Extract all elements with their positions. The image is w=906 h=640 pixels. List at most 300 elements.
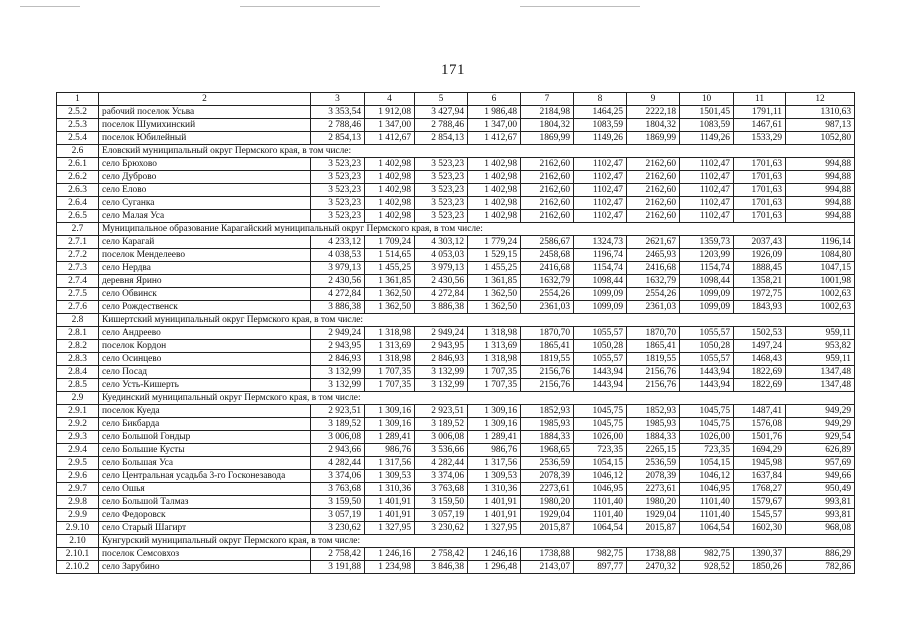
section-title-cell: Куединский муниципальный округ Пермского края, в том числе:: [99, 392, 855, 405]
settlement-name-cell: село Центральная усадьба 3-го Госконезавода: [99, 470, 311, 483]
value-cell: 1 327,95: [468, 522, 521, 535]
table-row: [57, 470, 855, 483]
table-row: [57, 119, 855, 132]
value-cell: 1102,47: [574, 158, 627, 171]
value-cell: 1843,93: [734, 301, 786, 314]
value-cell: 1 309,53: [365, 470, 415, 483]
section-row: [57, 314, 855, 327]
settlement-name-cell: село Малая Уса: [99, 210, 311, 223]
value-cell: 3 523,23: [311, 184, 365, 197]
value-cell: 1055,57: [680, 327, 734, 340]
value-cell: 2586,67: [521, 236, 574, 249]
value-cell: 2536,59: [521, 457, 574, 470]
value-cell: 1694,29: [734, 444, 786, 457]
value-cell: 2 923,51: [311, 405, 365, 418]
value-cell: 1046,95: [574, 483, 627, 496]
value-cell: 1102,47: [574, 210, 627, 223]
value-cell: 1 313,69: [365, 340, 415, 353]
settlement-name-cell: село Нердва: [99, 262, 311, 275]
settlement-name-cell: поселок Менделеево: [99, 249, 311, 262]
value-cell: 1 455,25: [365, 262, 415, 275]
value-cell: 2621,67: [627, 236, 680, 249]
value-cell: 2162,60: [627, 210, 680, 223]
value-cell: 1487,41: [734, 405, 786, 418]
section-title-cell: Кишертский муниципальный округ Пермского края, в том числе:: [99, 314, 855, 327]
value-cell: 2 854,13: [311, 132, 365, 145]
settlement-name-cell: деревня Ярино: [99, 275, 311, 288]
value-cell: 1055,57: [574, 327, 627, 340]
value-cell: 3 846,38: [415, 561, 468, 574]
value-cell: 1852,93: [521, 405, 574, 418]
value-cell: 3 886,38: [415, 301, 468, 314]
value-cell: 1804,32: [627, 119, 680, 132]
value-cell: 1 309,16: [468, 405, 521, 418]
value-cell: 1203,99: [680, 249, 734, 262]
table-row: [57, 483, 855, 496]
value-cell: 1001,98: [786, 275, 855, 288]
value-cell: 3 523,23: [311, 171, 365, 184]
column-number-cell: 2: [99, 93, 311, 106]
value-cell: 1358,21: [734, 275, 786, 288]
value-cell: 1637,84: [734, 470, 786, 483]
value-cell: 1154,74: [574, 262, 627, 275]
column-number-cell: 5: [415, 93, 468, 106]
table-row: [57, 418, 855, 431]
value-cell: 986,76: [468, 444, 521, 457]
row-code-cell: 2.7.4: [57, 275, 99, 288]
value-cell: 3 191,88: [311, 561, 365, 574]
value-cell: 1099,09: [680, 288, 734, 301]
settlement-name-cell: село Дуброво: [99, 171, 311, 184]
value-cell: 2265,15: [627, 444, 680, 457]
value-cell: 950,49: [786, 483, 855, 496]
value-cell: 1929,04: [521, 509, 574, 522]
value-cell: 2465,93: [627, 249, 680, 262]
value-cell: 3 132,99: [311, 379, 365, 392]
value-cell: 3 159,50: [415, 496, 468, 509]
row-code-cell: 2.10.2: [57, 561, 99, 574]
value-cell: 1968,65: [521, 444, 574, 457]
value-cell: 959,11: [786, 327, 855, 340]
row-code-cell: 2.7.5: [57, 288, 99, 301]
value-cell: 1083,59: [680, 119, 734, 132]
value-cell: 1819,55: [521, 353, 574, 366]
value-cell: 3 006,08: [415, 431, 468, 444]
value-cell: 3 230,62: [311, 522, 365, 535]
value-cell: 1701,63: [734, 210, 786, 223]
value-cell: 2416,68: [521, 262, 574, 275]
value-cell: 1045,75: [680, 405, 734, 418]
row-code-cell: 2.6.4: [57, 197, 99, 210]
value-cell: 994,88: [786, 171, 855, 184]
value-cell: 1852,93: [627, 405, 680, 418]
settlement-name-cell: село Карагай: [99, 236, 311, 249]
value-cell: 2470,32: [627, 561, 680, 574]
column-number-cell: 1: [57, 93, 99, 106]
table-row: [57, 379, 855, 392]
value-cell: 1054,15: [680, 457, 734, 470]
table-row: [57, 561, 855, 574]
value-cell: 2037,43: [734, 236, 786, 249]
value-cell: 2273,61: [627, 483, 680, 496]
value-cell: 1026,00: [680, 431, 734, 444]
section-row: [57, 392, 855, 405]
value-cell: 1196,74: [574, 249, 627, 262]
table-row: [57, 132, 855, 145]
value-cell: 1 402,98: [468, 210, 521, 223]
value-cell: 1 401,91: [468, 509, 521, 522]
settlement-name-cell: поселок Кордон: [99, 340, 311, 353]
value-cell: 4 282,44: [311, 457, 365, 470]
value-cell: 2162,60: [627, 158, 680, 171]
value-cell: 1738,88: [627, 548, 680, 561]
value-cell: 2156,76: [521, 366, 574, 379]
value-cell: 1869,99: [627, 132, 680, 145]
value-cell: 2015,87: [627, 522, 680, 535]
value-cell: 782,86: [786, 561, 855, 574]
value-cell: 1 246,16: [365, 548, 415, 561]
value-cell: 2416,68: [627, 262, 680, 275]
top-edge-mark: [240, 6, 380, 7]
table-row: [57, 184, 855, 197]
value-cell: 886,29: [786, 548, 855, 561]
value-cell: 1101,40: [574, 509, 627, 522]
column-number-cell: 6: [468, 93, 521, 106]
value-cell: 2156,76: [627, 366, 680, 379]
value-cell: 1054,15: [574, 457, 627, 470]
value-cell: 3 523,23: [415, 210, 468, 223]
value-cell: 1102,47: [574, 197, 627, 210]
value-cell: 1102,47: [680, 171, 734, 184]
value-cell: 4 303,12: [415, 236, 468, 249]
row-code-cell: 2.7.3: [57, 262, 99, 275]
value-cell: 1 402,98: [468, 171, 521, 184]
value-cell: 2361,03: [521, 301, 574, 314]
value-cell: 1 514,65: [365, 249, 415, 262]
value-cell: 4 272,84: [415, 288, 468, 301]
value-cell: 4 272,84: [311, 288, 365, 301]
table-row: [57, 106, 855, 119]
table-row: [57, 509, 855, 522]
value-cell: 1046,12: [574, 470, 627, 483]
value-cell: 1443,94: [680, 379, 734, 392]
table-row: [57, 431, 855, 444]
value-cell: 3 763,68: [415, 483, 468, 496]
value-cell: 3 523,23: [415, 197, 468, 210]
value-cell: 3 189,52: [415, 418, 468, 431]
table-row: [57, 353, 855, 366]
value-cell: 1 362,50: [365, 301, 415, 314]
value-cell: 1870,70: [521, 327, 574, 340]
value-cell: 1099,09: [574, 301, 627, 314]
value-cell: 928,52: [680, 561, 734, 574]
value-cell: 4 053,03: [415, 249, 468, 262]
table-row: [57, 444, 855, 457]
row-code-cell: 2.5.4: [57, 132, 99, 145]
settlement-name-cell: село Усть-Кишерть: [99, 379, 311, 392]
row-code-cell: 2.7.6: [57, 301, 99, 314]
value-cell: 982,75: [680, 548, 734, 561]
value-cell: 2162,60: [521, 171, 574, 184]
value-cell: 3 132,99: [311, 366, 365, 379]
table-row: [57, 262, 855, 275]
settlement-name-cell: село Андреево: [99, 327, 311, 340]
value-cell: 1 347,00: [468, 119, 521, 132]
value-cell: 1026,00: [574, 431, 627, 444]
row-code-cell: 2.9.8: [57, 496, 99, 509]
row-code-cell: 2.6.2: [57, 171, 99, 184]
table-row: [57, 340, 855, 353]
value-cell: 1064,54: [680, 522, 734, 535]
settlement-name-cell: село Посад: [99, 366, 311, 379]
settlement-name-cell: поселок Юбилейный: [99, 132, 311, 145]
column-number-cell: 7: [521, 93, 574, 106]
value-cell: 1149,26: [680, 132, 734, 145]
section-code-cell: 2.7: [57, 223, 99, 236]
value-cell: 1 402,98: [365, 158, 415, 171]
section-row: [57, 535, 855, 548]
table-row: [57, 249, 855, 262]
value-cell: 1822,69: [734, 379, 786, 392]
value-cell: 1443,94: [680, 366, 734, 379]
value-cell: 1 412,67: [468, 132, 521, 145]
value-cell: 994,88: [786, 210, 855, 223]
value-cell: 3 979,13: [415, 262, 468, 275]
value-cell: 1149,26: [574, 132, 627, 145]
row-code-cell: 2.8.4: [57, 366, 99, 379]
value-cell: 723,35: [574, 444, 627, 457]
value-cell: 1002,63: [786, 288, 855, 301]
value-cell: 949,66: [786, 470, 855, 483]
value-cell: 1102,47: [680, 184, 734, 197]
settlement-name-cell: село Зарубино: [99, 561, 311, 574]
table-row: [57, 288, 855, 301]
value-cell: 1050,28: [680, 340, 734, 353]
top-edge-mark: [520, 6, 640, 7]
value-cell: 2 943,95: [415, 340, 468, 353]
value-cell: 1464,25: [574, 106, 627, 119]
value-cell: 3 374,06: [311, 470, 365, 483]
row-code-cell: 2.9.3: [57, 431, 99, 444]
column-number-cell: 11: [734, 93, 786, 106]
value-cell: 1701,63: [734, 197, 786, 210]
settlement-name-cell: село Большой Гондыр: [99, 431, 311, 444]
value-cell: 897,77: [574, 561, 627, 574]
value-cell: 3 763,68: [311, 483, 365, 496]
table-row: [57, 366, 855, 379]
value-cell: 2273,61: [521, 483, 574, 496]
column-number-cell: 9: [627, 93, 680, 106]
value-cell: 2162,60: [521, 197, 574, 210]
value-cell: 1101,40: [574, 496, 627, 509]
value-cell: 2 846,93: [415, 353, 468, 366]
value-cell: 1865,41: [627, 340, 680, 353]
table-row: [57, 158, 855, 171]
table-body: [57, 93, 855, 574]
value-cell: 1929,04: [627, 509, 680, 522]
value-cell: 1002,63: [786, 301, 855, 314]
settlement-name-cell: село Елово: [99, 184, 311, 197]
value-cell: 1602,30: [734, 522, 786, 535]
tariff-table-sheet: [56, 92, 854, 574]
value-cell: 1865,41: [521, 340, 574, 353]
value-cell: 1822,69: [734, 366, 786, 379]
column-number-cell: 8: [574, 93, 627, 106]
value-cell: 1 402,98: [365, 184, 415, 197]
value-cell: 1791,11: [734, 106, 786, 119]
value-cell: 4 282,44: [415, 457, 468, 470]
value-cell: 4 038,53: [311, 249, 365, 262]
value-cell: 1 246,16: [468, 548, 521, 561]
row-code-cell: 2.8.2: [57, 340, 99, 353]
value-cell: 2 788,46: [311, 119, 365, 132]
value-cell: 1 709,24: [365, 236, 415, 249]
value-cell: 1 707,35: [365, 366, 415, 379]
value-cell: 2184,98: [521, 106, 574, 119]
value-cell: 1888,45: [734, 262, 786, 275]
value-cell: 1 402,98: [365, 210, 415, 223]
settlement-name-cell: село Федоровск: [99, 509, 311, 522]
section-code-cell: 2.8: [57, 314, 99, 327]
value-cell: 1 401,91: [365, 496, 415, 509]
value-cell: 1467,61: [734, 119, 786, 132]
value-cell: 953,82: [786, 340, 855, 353]
value-cell: 3 006,08: [311, 431, 365, 444]
value-cell: 1 310,36: [468, 483, 521, 496]
value-cell: 994,88: [786, 184, 855, 197]
value-cell: 1985,93: [627, 418, 680, 431]
value-cell: 1045,75: [680, 418, 734, 431]
value-cell: 1 402,98: [468, 184, 521, 197]
value-cell: 2458,68: [521, 249, 574, 262]
value-cell: 1545,57: [734, 509, 786, 522]
value-cell: 3 979,13: [311, 262, 365, 275]
settlement-name-cell: село Суганка: [99, 197, 311, 210]
value-cell: 2 758,42: [311, 548, 365, 561]
table-row: [57, 197, 855, 210]
value-cell: 2 943,66: [311, 444, 365, 457]
value-cell: 1102,47: [680, 197, 734, 210]
row-code-cell: 2.9.6: [57, 470, 99, 483]
value-cell: 1972,75: [734, 288, 786, 301]
value-cell: 1 401,91: [468, 496, 521, 509]
section-title-cell: Муниципальное образование Карагайский муниципальный округ Пермского края, в том числе:: [99, 223, 855, 236]
settlement-name-cell: село Старый Шагирт: [99, 522, 311, 535]
row-code-cell: 2.8.5: [57, 379, 99, 392]
value-cell: 1701,63: [734, 184, 786, 197]
value-cell: 1 361,85: [468, 275, 521, 288]
row-code-cell: 2.6.1: [57, 158, 99, 171]
value-cell: 1884,33: [627, 431, 680, 444]
value-cell: 3 523,23: [415, 158, 468, 171]
value-cell: 982,75: [574, 548, 627, 561]
value-cell: 1819,55: [627, 353, 680, 366]
table-row: [57, 522, 855, 535]
value-cell: 2 949,24: [415, 327, 468, 340]
value-cell: 2 923,51: [415, 405, 468, 418]
table-row: [57, 405, 855, 418]
value-cell: 2 949,24: [311, 327, 365, 340]
row-code-cell: 2.6.5: [57, 210, 99, 223]
value-cell: 1701,63: [734, 171, 786, 184]
value-cell: 949,29: [786, 405, 855, 418]
value-cell: 1046,95: [680, 483, 734, 496]
value-cell: 1102,47: [574, 171, 627, 184]
value-cell: 2156,76: [521, 379, 574, 392]
value-cell: 1347,48: [786, 366, 855, 379]
value-cell: 2 846,93: [311, 353, 365, 366]
value-cell: 1046,12: [680, 470, 734, 483]
settlement-name-cell: село Брюхово: [99, 158, 311, 171]
value-cell: 1099,09: [680, 301, 734, 314]
value-cell: 1359,73: [680, 236, 734, 249]
row-code-cell: 2.9.7: [57, 483, 99, 496]
value-cell: 1055,57: [574, 353, 627, 366]
value-cell: 1 313,69: [468, 340, 521, 353]
value-cell: 1502,53: [734, 327, 786, 340]
value-cell: 1102,47: [680, 158, 734, 171]
value-cell: 1154,74: [680, 262, 734, 275]
row-code-cell: 2.9.4: [57, 444, 99, 457]
column-number-cell: 4: [365, 93, 415, 106]
value-cell: 3 523,23: [311, 210, 365, 223]
value-cell: 1098,44: [680, 275, 734, 288]
value-cell: 1 310,36: [365, 483, 415, 496]
value-cell: 2222,18: [627, 106, 680, 119]
value-cell: 1390,37: [734, 548, 786, 561]
value-cell: 1 412,67: [365, 132, 415, 145]
table-row: [57, 236, 855, 249]
table-row: [57, 301, 855, 314]
value-cell: 1 455,25: [468, 262, 521, 275]
value-cell: 994,88: [786, 158, 855, 171]
row-code-cell: 2.9.5: [57, 457, 99, 470]
value-cell: 1869,99: [521, 132, 574, 145]
table-row: [57, 275, 855, 288]
value-cell: 1050,28: [574, 340, 627, 353]
value-cell: 1052,80: [786, 132, 855, 145]
value-cell: 1196,14: [786, 236, 855, 249]
settlement-name-cell: село Большая Уса: [99, 457, 311, 470]
settlement-name-cell: поселок Шумихинский: [99, 119, 311, 132]
row-code-cell: 2.5.2: [57, 106, 99, 119]
value-cell: 1 402,98: [468, 197, 521, 210]
row-code-cell: 2.9.10: [57, 522, 99, 535]
settlement-name-cell: поселок Семсовхоз: [99, 548, 311, 561]
value-cell: 2162,60: [627, 197, 680, 210]
tariff-table: [56, 92, 855, 574]
value-cell: 986,76: [365, 444, 415, 457]
settlement-name-cell: село Ошья: [99, 483, 311, 496]
value-cell: 2 854,13: [415, 132, 468, 145]
column-number-cell: 10: [680, 93, 734, 106]
value-cell: 1324,73: [574, 236, 627, 249]
value-cell: 1850,26: [734, 561, 786, 574]
value-cell: 3 523,23: [415, 184, 468, 197]
table-row: [57, 457, 855, 470]
value-cell: 2536,59: [627, 457, 680, 470]
value-cell: 1347,48: [786, 379, 855, 392]
column-number-row: [57, 93, 855, 106]
value-cell: 1083,59: [574, 119, 627, 132]
value-cell: 1 401,91: [365, 509, 415, 522]
value-cell: 1064,54: [574, 522, 627, 535]
value-cell: 3 189,52: [311, 418, 365, 431]
value-cell: 1870,70: [627, 327, 680, 340]
row-code-cell: 2.10.1: [57, 548, 99, 561]
value-cell: 3 057,19: [415, 509, 468, 522]
value-cell: 1102,47: [680, 210, 734, 223]
